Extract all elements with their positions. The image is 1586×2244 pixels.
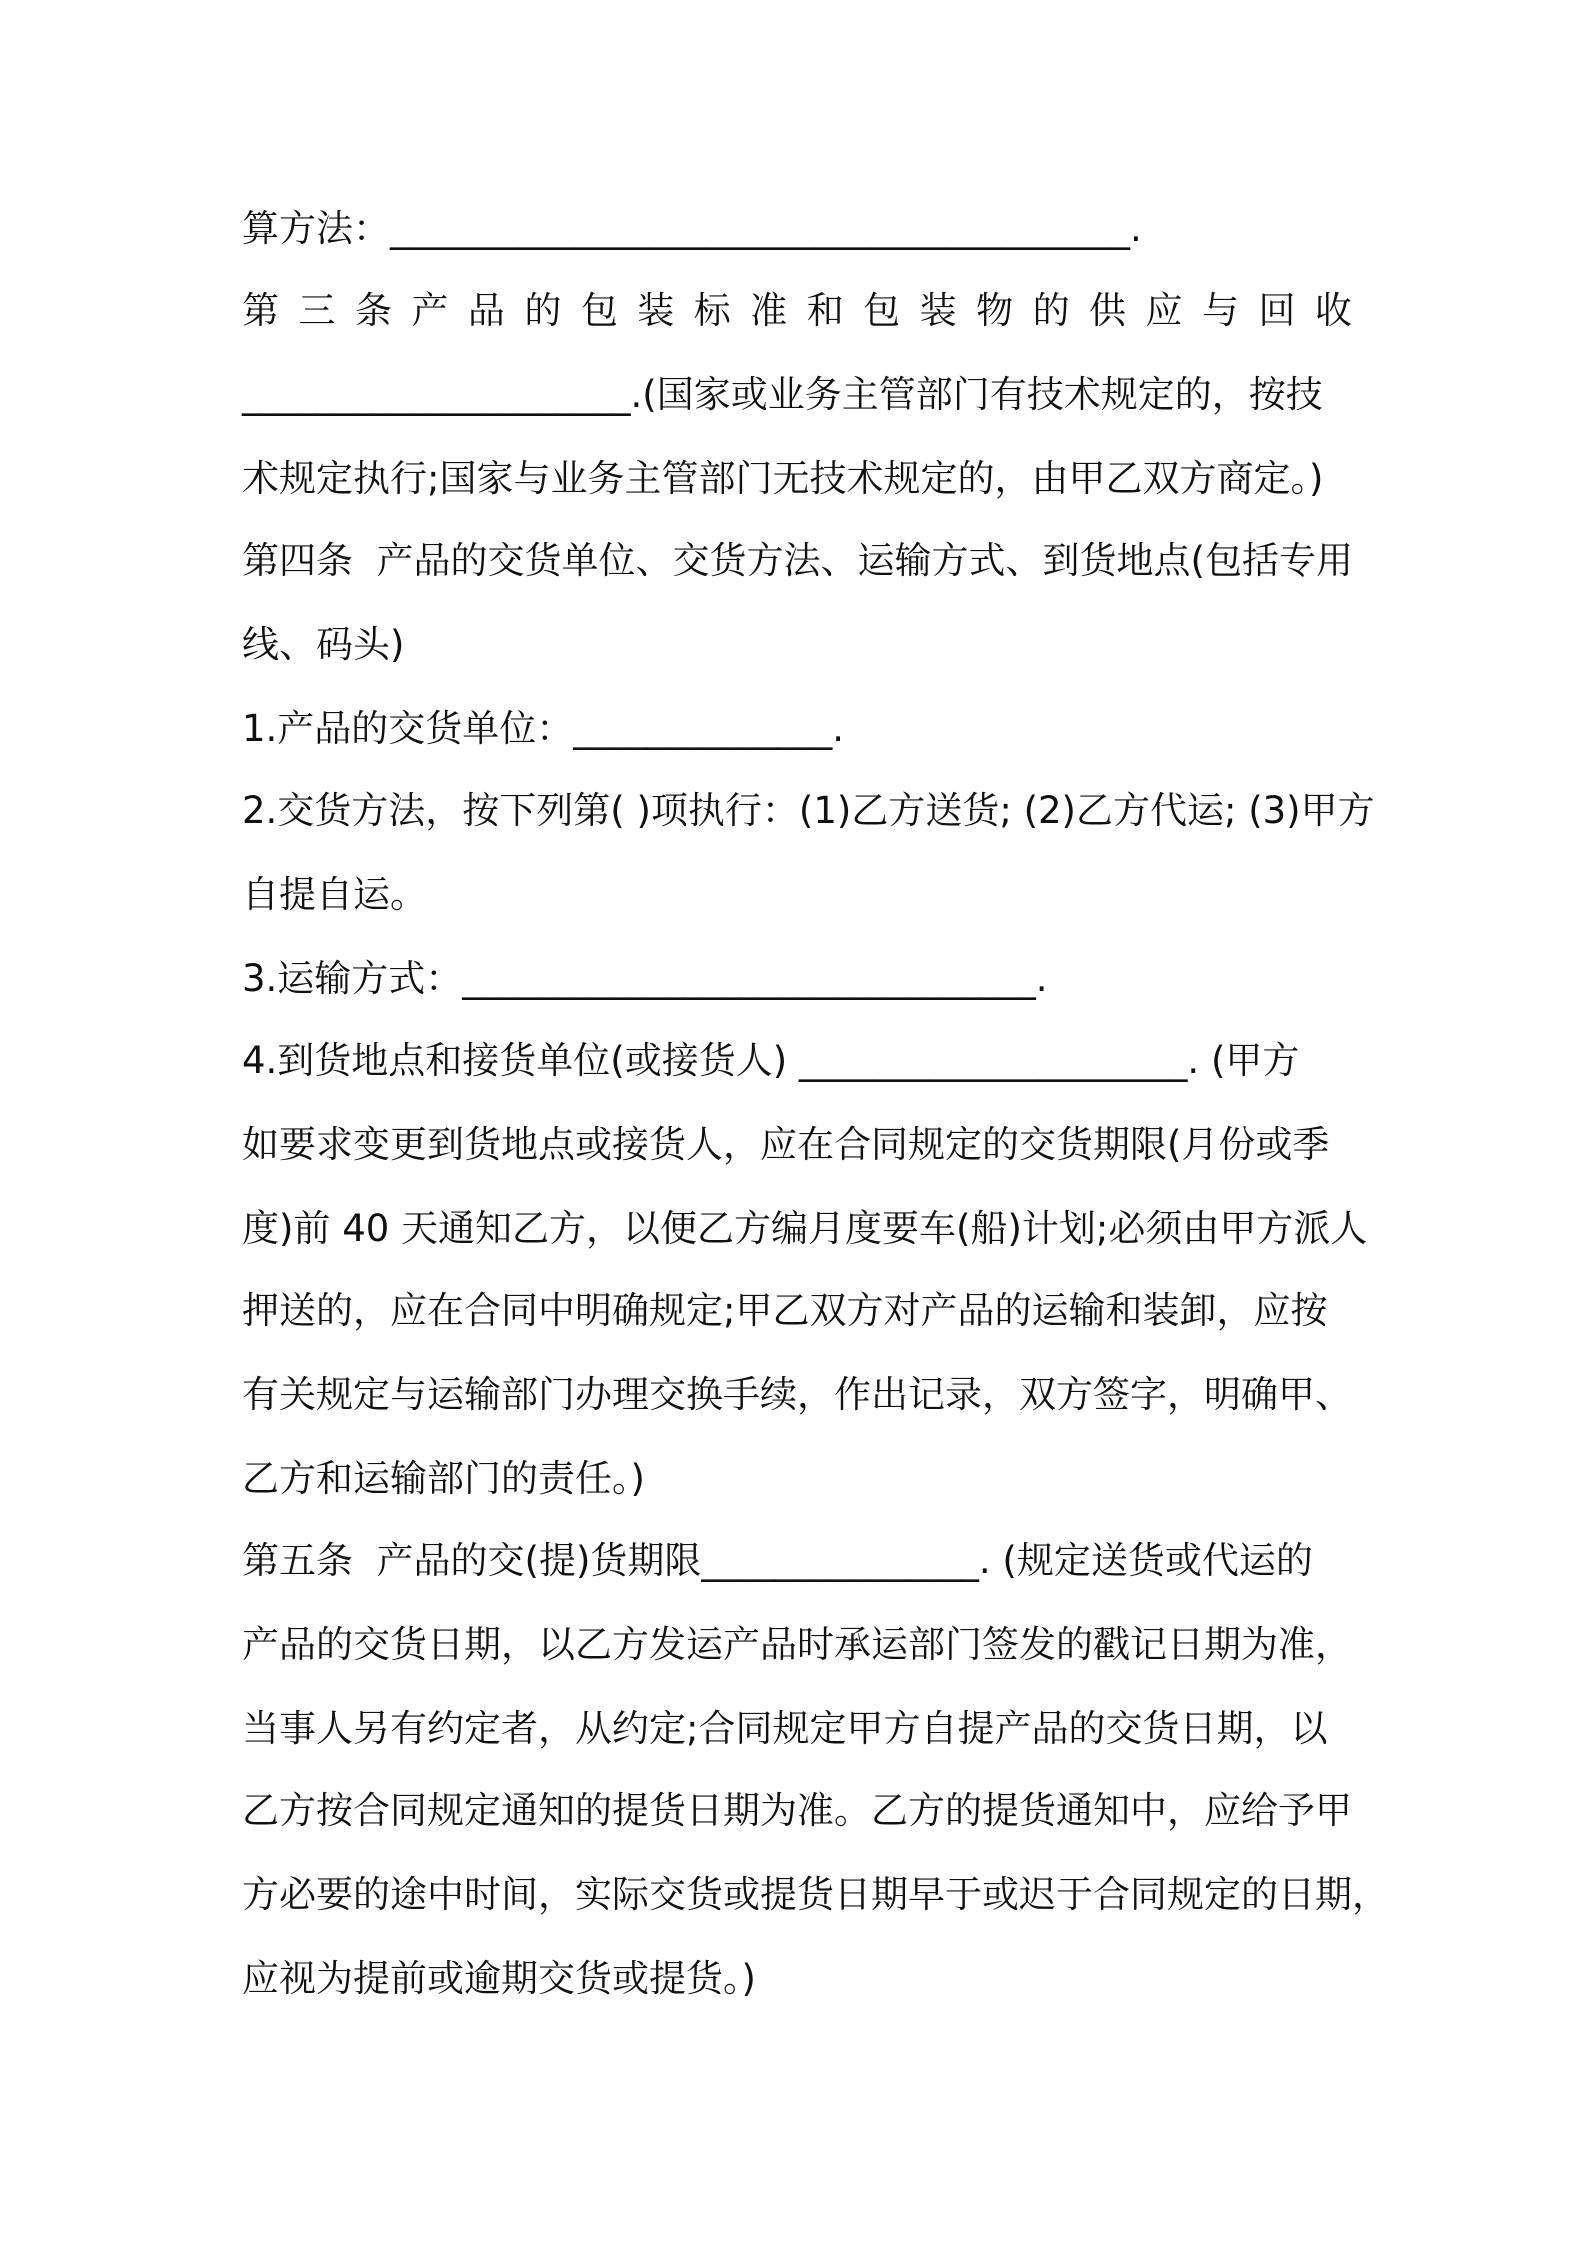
text-line: 2.交货方法，按下列第( )项执行：(1)乙方送货; (2)乙方代运; (3)甲方 — [242, 789, 1375, 832]
article-5-heading: 第五条 产品的交(提)货期限_______________. (规定送货或代运的 — [242, 1539, 1313, 1582]
heading-char: 产 — [411, 289, 449, 332]
text-line: 术规定执行;国家与业务主管部门无技术规定的，由甲乙双方商定。) — [242, 457, 1324, 500]
text-line: 乙方和运输部门的责任。) — [242, 1457, 645, 1500]
text-line: 4.到货地点和接货单位(或接货人) _____________________. (甲方 — [242, 1039, 1300, 1082]
heading-char: 第 — [242, 289, 279, 332]
heading-char: 品 — [467, 289, 505, 332]
text-line: 方必要的途中时间，实际交货或提货日期早于或迟于合同规定的日期， — [242, 1873, 1389, 1916]
heading-char: 回 — [1258, 289, 1296, 332]
heading-char: 包 — [863, 289, 901, 332]
text-line: 1.产品的交货单位：______________. — [242, 707, 845, 750]
text-line: 产品的交货日期，以乙方发运产品时承运部门签发的戳记日期为准， — [242, 1623, 1352, 1666]
heading-char: 装 — [637, 289, 675, 332]
text-line: 押送的，应在合同中明确规定;甲乙双方对产品的运输和装卸，应按 — [242, 1289, 1328, 1332]
text-line: 算方法：________________________________________. — [242, 207, 1142, 250]
heading-char: 条 — [354, 289, 392, 332]
text-line: 当事人另有约定者，从约定;合同规定甲方自提产品的交货日期，以 — [242, 1707, 1328, 1750]
text-line: 有关规定与运输部门办理交换手续，作出记录，双方签字，明确甲、 — [242, 1373, 1352, 1416]
article-4-heading: 第四条 产品的交货单位、交货方法、运输方式、到货地点(包括专用 — [242, 539, 1353, 582]
text-line: 乙方按合同规定通知的提货日期为准。乙方的提货通知中，应给予甲 — [242, 1789, 1352, 1832]
heading-char: 标 — [693, 289, 731, 332]
heading-char: 和 — [806, 289, 844, 332]
heading-char: 三 — [298, 289, 336, 332]
text-line: 3.运输方式：_______________________________. — [242, 957, 1048, 1000]
text-line: 自提自运。 — [242, 873, 427, 916]
text-line: 应视为提前或逾期交货或提货。) — [242, 1957, 756, 2000]
heading-char: 装 — [919, 289, 957, 332]
text-line: 度)前 40 天通知乙方，以便乙方编月度要车(船)计划;必须由甲方派人 — [242, 1207, 1368, 1250]
text-line: 线、码头) — [242, 623, 405, 666]
heading-char: 应 — [1145, 289, 1183, 332]
heading-char: 准 — [750, 289, 788, 332]
heading-char: 的 — [1032, 289, 1070, 332]
heading-char: 供 — [1089, 289, 1127, 332]
text-line: _____________________.(国家或业务主管部门有技术规定的，按技 — [242, 373, 1323, 416]
article-3-heading — [242, 289, 1352, 332]
heading-char: 物 — [976, 289, 1014, 332]
text-line: 如要求变更到货地点或接货人，应在合同规定的交货期限(月份或季 — [242, 1123, 1330, 1166]
heading-char: 的 — [524, 289, 562, 332]
heading-char: 与 — [1201, 289, 1239, 332]
heading-char: 包 — [580, 289, 618, 332]
heading-char: 收 — [1314, 289, 1352, 332]
